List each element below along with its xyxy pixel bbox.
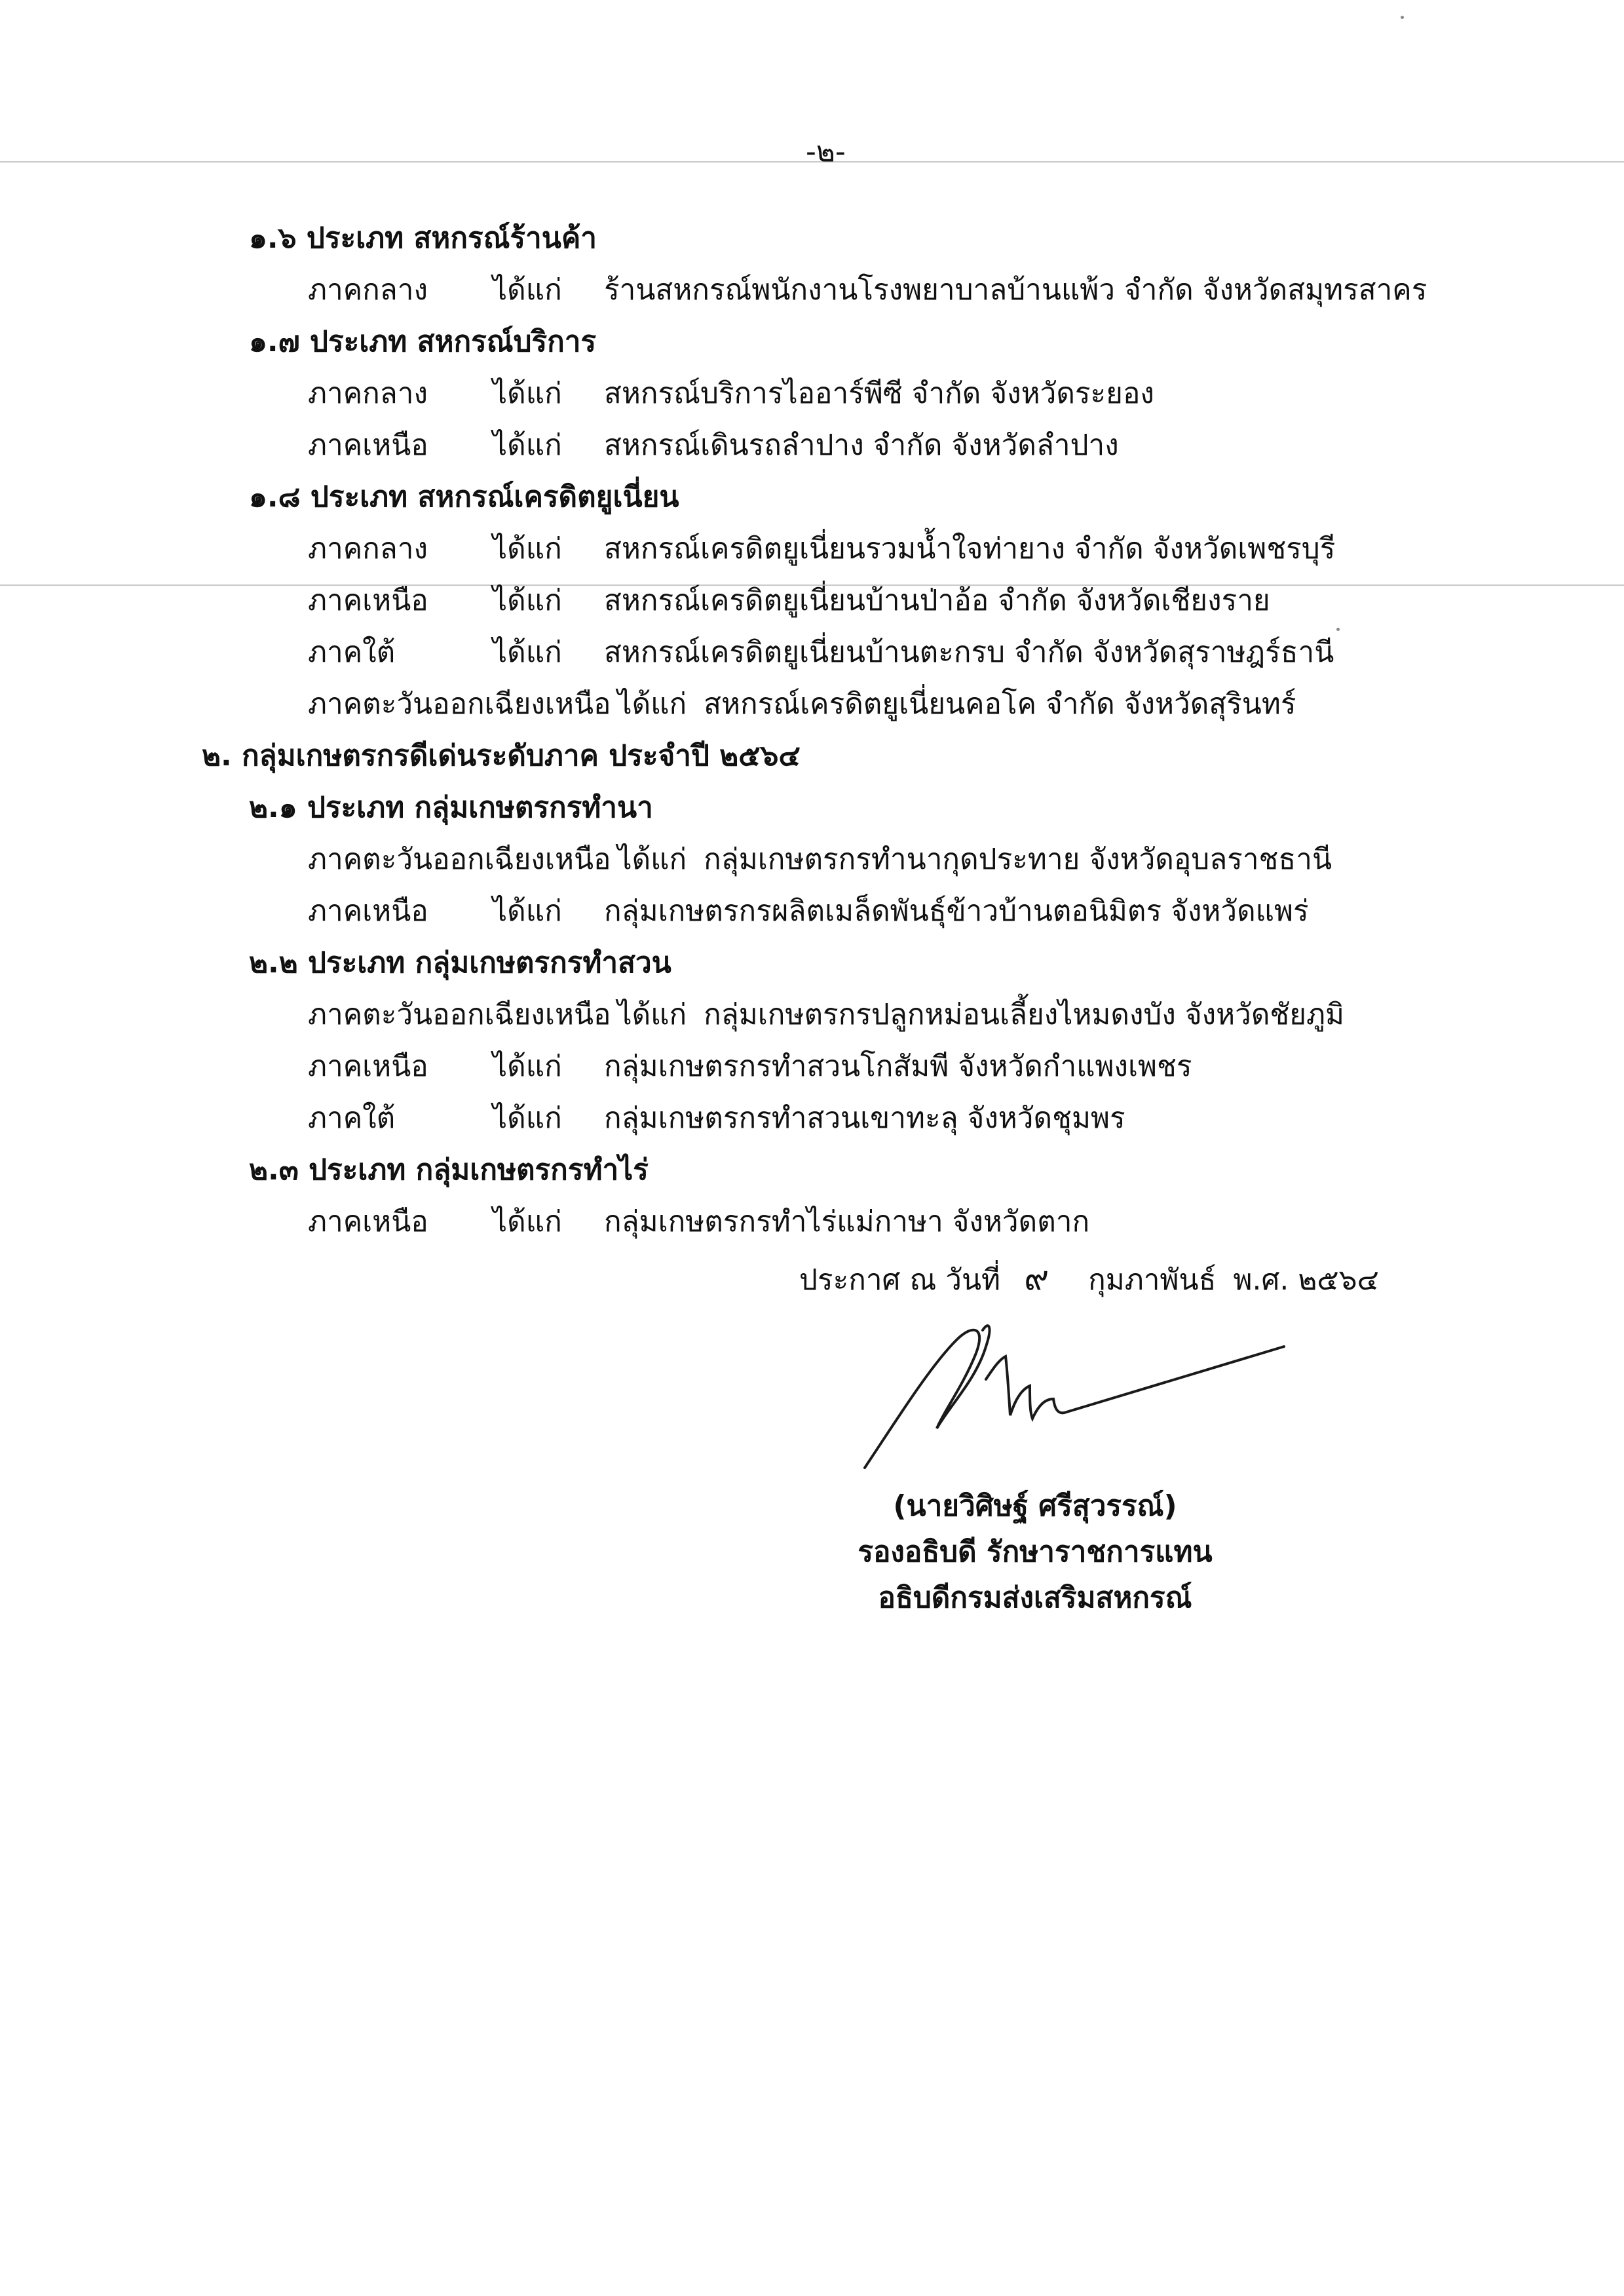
region-label: ภาคตะวันออกเฉียงเหนือ — [308, 843, 611, 876]
date-year: พ.ศ. ๒๕๖๔ — [1233, 1263, 1379, 1297]
award-row — [308, 836, 1332, 882]
recipient-name: ร้านสหกรณ์พนักงานโรงพยาบาลบ้านแพ้ว จำกัด จังหวัดสมุทรสาคร — [604, 273, 1427, 307]
region-label: ภาคตะวันออกเฉียงเหนือ — [308, 998, 611, 1031]
signatory-position: รองอธิบดี รักษาราชการแทน — [858, 1535, 1213, 1569]
recipient-label: ได้แก่ — [493, 1101, 562, 1135]
award-row — [308, 1095, 1125, 1141]
signatory-name: (นายวิศิษฐ์ ศรีสุวรรณ์) — [893, 1489, 1177, 1523]
recipient-label: ได้แก่ — [493, 273, 562, 307]
recipient-label: ได้แก่ — [493, 636, 562, 669]
region-label: ภาคกลาง — [308, 377, 428, 410]
date-month: กุมภาพันธ์ — [1088, 1263, 1217, 1297]
recipient-name: สหกรณ์เครดิตยูเนี่ยนคอโค จำกัด จังหวัดสุรินทร์ — [704, 687, 1296, 721]
recipient-label: ได้แก่ — [617, 687, 687, 721]
recipient-name: สหกรณ์เดินรถลำปาง จำกัด จังหวัดลำปาง — [604, 429, 1119, 462]
region-label: ภาคใต้ — [308, 1101, 396, 1135]
recipient-label: ได้แก่ — [493, 377, 562, 410]
page-number: -๒- — [806, 135, 846, 168]
subsection-heading: ๒.๒ ประเภท กลุ่มเกษตรกรทำสวน — [249, 946, 671, 980]
region-label: ภาคใต้ — [308, 636, 396, 669]
award-row — [308, 1198, 1089, 1244]
recipient-name: สหกรณ์เครดิตยูเนี่ยนรวมน้ำใจท่ายาง จำกัด จังหวัดเพชรบุรี — [604, 532, 1336, 565]
recipient-label: ได้แก่ — [617, 843, 687, 876]
region-label: ภาคกลาง — [308, 532, 428, 565]
recipient-label: ได้แก่ — [493, 894, 562, 928]
recipient-label: ได้แก่ — [493, 584, 562, 617]
award-row — [308, 629, 1334, 675]
recipient-name: กลุ่มเกษตรกรทำนากุดประทาย จังหวัดอุบลราชธานี — [704, 843, 1332, 876]
recipient-label: ได้แก่ — [617, 998, 687, 1031]
recipient-label: ได้แก่ — [493, 1205, 562, 1238]
award-row — [308, 370, 1154, 416]
award-row — [308, 991, 1344, 1037]
award-row — [308, 1043, 1192, 1089]
recipient-label: ได้แก่ — [493, 532, 562, 565]
recipient-name: กลุ่มเกษตรกรทำสวนโกสัมพี จังหวัดกำแพงเพชร — [604, 1050, 1192, 1083]
award-row — [308, 888, 1309, 934]
recipient-label: ได้แก่ — [493, 429, 562, 462]
region-label: ภาคเหนือ — [308, 1050, 428, 1083]
recipient-name: สหกรณ์เครดิตยูเนี่ยนบ้านป่าอ้อ จำกัด จังหวัดเชียงราย — [604, 584, 1270, 617]
subsection-heading: ๑.๖ ประเภท สหกรณ์ร้านค้า — [249, 221, 597, 255]
subsection-heading: ๑.๗ ประเภท สหกรณ์บริการ — [249, 325, 597, 358]
signatory-position-2: อธิบดีกรมส่งเสริมสหกรณ์ — [878, 1581, 1192, 1615]
region-label: ภาคเหนือ — [308, 894, 428, 928]
recipient-name: กลุ่มเกษตรกรทำสวนเขาทะลุ จังหวัดชุมพร — [604, 1101, 1125, 1135]
recipient-label: ได้แก่ — [493, 1050, 562, 1083]
recipient-name: สหกรณ์บริการไออาร์พีซี จำกัด จังหวัดระยอง — [604, 377, 1154, 410]
subsection-heading: ๒.๓ ประเภท กลุ่มเกษตรกรทำไร่ — [249, 1153, 649, 1187]
announcement-date — [799, 1250, 1379, 1305]
recipient-name: สหกรณ์เครดิตยูเนี่ยนบ้านตะกรบ จำกัด จังหวัดสุราษฎร์ธานี — [604, 636, 1334, 669]
scan-speck — [1336, 628, 1340, 631]
recipient-name: กลุ่มเกษตรกรปลูกหม่อนเลี้ยงไหมดงบัง จังหวัดชัยภูมิ — [704, 998, 1345, 1031]
recipient-name: กลุ่มเกษตรกรทำไร่แม่กาษา จังหวัดตาก — [604, 1205, 1090, 1238]
date-prefix: ประกาศ ณ วันที่ — [799, 1263, 1001, 1297]
region-label: ภาคตะวันออกเฉียงเหนือ — [308, 687, 611, 721]
signature — [858, 1307, 1304, 1478]
scan-speck — [1401, 16, 1404, 19]
award-row — [308, 267, 1427, 313]
subsection-heading: ๒.๑ ประเภท กลุ่มเกษตรกรทำนา — [249, 791, 653, 824]
subsection-heading: ๑.๘ ประเภท สหกรณ์เครดิตยูเนี่ยน — [249, 480, 679, 514]
region-label: ภาคเหนือ — [308, 429, 428, 462]
award-row — [308, 422, 1119, 468]
section-heading: ๒. กลุ่มเกษตรกรดีเด่นระดับภาค ประจำปี ๒๕๖๔ — [202, 739, 801, 773]
award-row — [308, 526, 1335, 571]
recipient-name: กลุ่มเกษตรกรผลิตเมล็ดพันธุ์ข้าวบ้านตอนิมิตร จังหวัดแพร่ — [604, 894, 1309, 928]
date-day: ๙ — [1024, 1259, 1049, 1298]
region-label: ภาคเหนือ — [308, 1205, 428, 1238]
award-row — [308, 577, 1270, 623]
award-row — [308, 681, 1296, 727]
region-label: ภาคเหนือ — [308, 584, 428, 617]
region-label: ภาคกลาง — [308, 273, 428, 307]
